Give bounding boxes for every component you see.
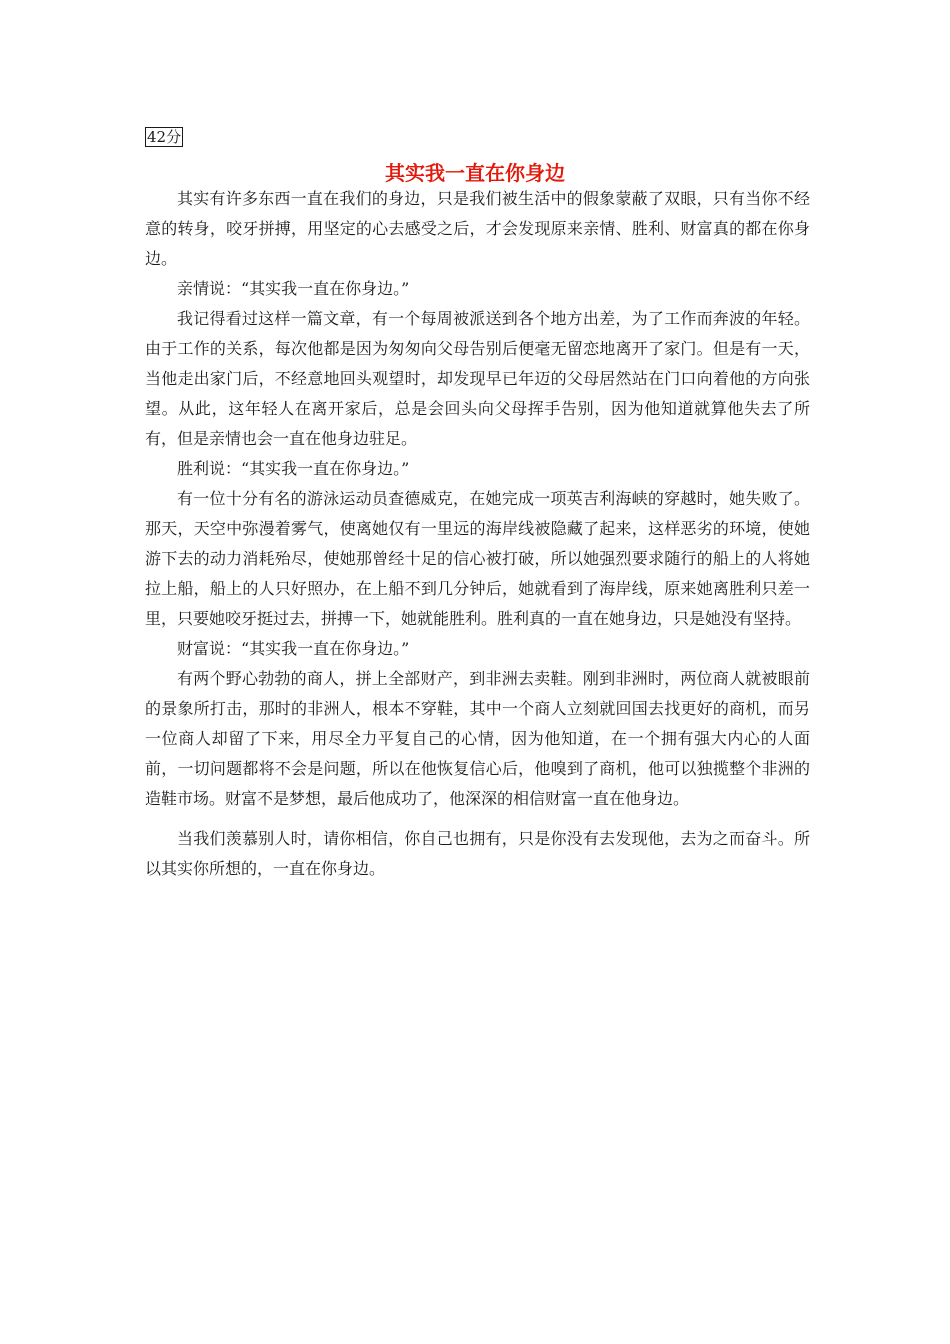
paragraph-victory-heading: 胜利说：“其实我一直在你身边。” [177,459,410,478]
paragraph-family-story: 我记得看过这样一篇文章，有一个每周被派送到各个地方出差，为了工作而奔波的年轻。由于工作的关系，每次他都是因为匆匆向父母告别后便毫无留恋地离开了家门。但是有一天，当他走出家门后，不经意地回头观望时，却发现早已年迈的父母居然站在门口向着他的方向张望。从此，这年轻人在离开家后，总是会回头向父母挥手告别，因为他知道就算他失去了所有，但是亲情也会一直在他身边驻足。 [145,309,810,448]
essay-title: 其实我一直在你身边 [385,161,565,185]
score-label: 42分 [147,128,182,146]
paragraph-victory-story: 有一位十分有名的游泳运动员查德威克，在她完成一项英吉利海峡的穿越时，她失败了。那天，天空中弥漫着雾气，使离她仅有一里远的海岸线被隐藏了起来，这样恶劣的环境，使她游下去的动力消耗殆尽，使她那曾经十足的信心被打破，所以她强烈要求随行的船上的人将她拉上船，船上的人只好照办，在上船不到几分钟后，她就看到了海岸线，原来她离胜利只差一里，只要她咬牙挺过去，拼搏一下，她就能胜利。胜利真的一直在她身边，只是她没有坚持。 [145,489,810,628]
paragraph-conclusion: 当我们羡慕别人时，请你相信，你自己也拥有，只是你没有去发现他，去为之而奋斗。所以其实你所想的，一直在你身边。 [145,829,810,878]
paragraph-family-heading: 亲情说：“其实我一直在你身边。” [177,279,410,298]
paragraph-intro: 其实有许多东西一直在我们的身边，只是我们被生活中的假象蒙蔽了双眼，只有当你不经意的转身，咬牙拼搏，用坚定的心去感受之后，才会发现原来亲情、胜利、财富真的都在你身边。 [145,189,810,268]
paragraph-wealth-heading: 财富说：“其实我一直在你身边。” [177,639,410,658]
essay-body [145,184,810,884]
paragraph-wealth-story: 有两个野心勃勃的商人，拼上全部财产，到非洲去卖鞋。刚到非洲时，两位商人就被眼前的景象所打击，那时的非洲人，根本不穿鞋，其中一个商人立刻就回国去找更好的商机，而另一位商人却留了下来，用尽全力平复自己的心情，因为他知道，在一个拥有强大内心的人面前，一切问题都将不会是问题，所以在他恢复信心后，他嗅到了商机，他可以独揽整个非洲的造鞋市场。财富不是梦想，最后他成功了，他深深的相信财富一直在他身边。 [145,669,810,808]
